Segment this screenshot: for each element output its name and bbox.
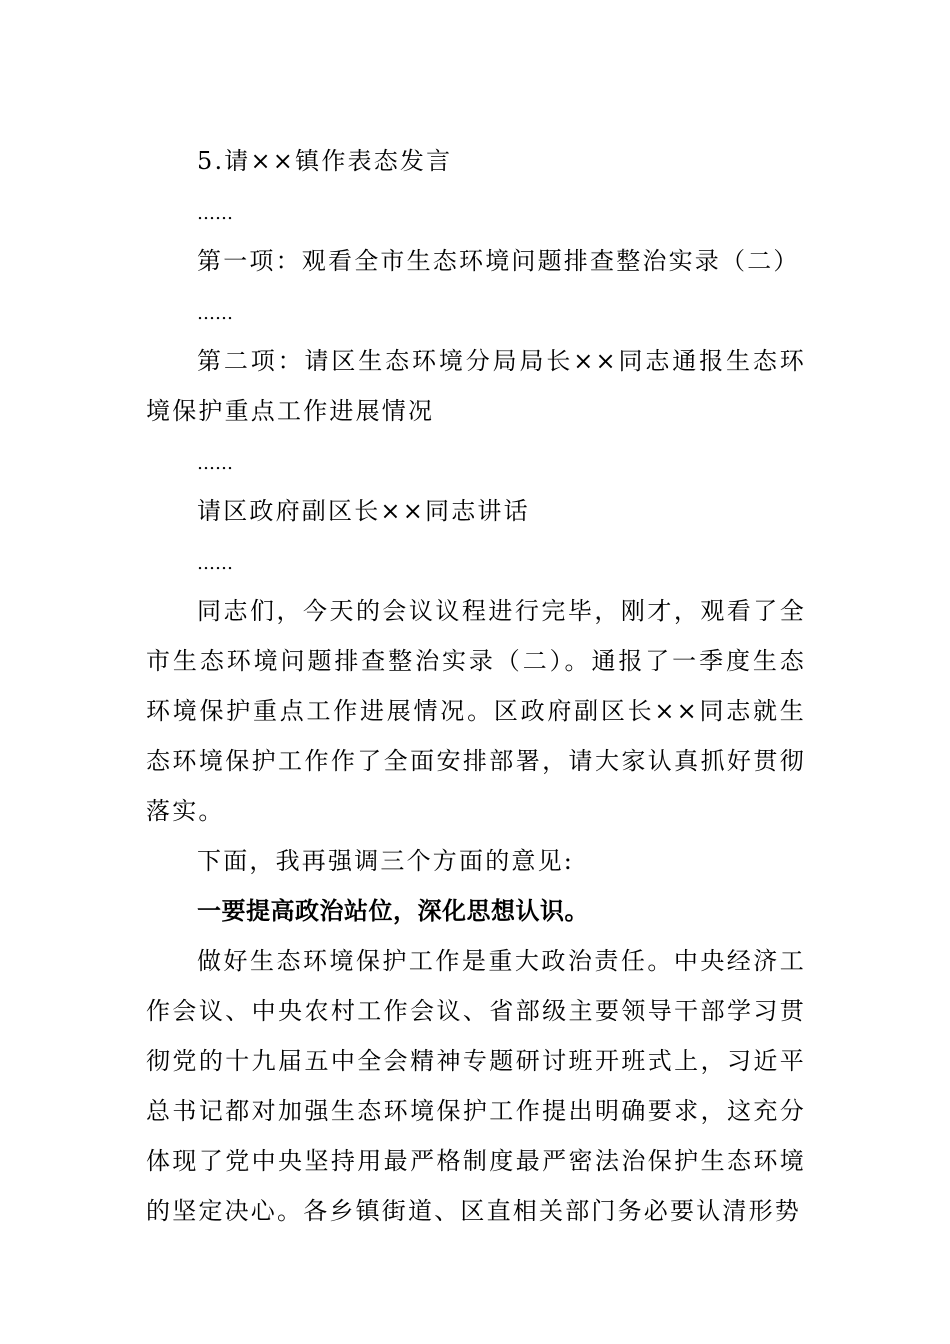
- section-heading-1: 一要提高政治站位，深化思想认识。: [197, 897, 589, 925]
- ellipsis-text: ……: [197, 303, 233, 324]
- ellipsis: [146, 186, 806, 236]
- ellipsis-text: ……: [197, 453, 233, 474]
- agenda-item-5: 5.请××镇作表态发言: [197, 147, 453, 175]
- body-paragraph-1: 做好生态环境保护工作是重大政治责任。中央经济工作会议、中央农村工作会议、省部级主要领导干部学习贯彻党的十九届五中全会精神专题研讨班开班式上，习近平总书记都对加强生态环境保护工作提出明确要求，这充分体现了党中央坚持用最严格制度最严密法治保护生态环境的坚定决心。各乡镇街道、区直相关部门务必要认清形势: [146, 947, 806, 1225]
- document-page: [146, 136, 806, 1236]
- summary-paragraph: 同志们，今天的会议议程进行完毕，刚才，观看了全市生态环境问题排查整治实录（二）。通报了一季度生态环境保护重点工作进展情况。区政府副区长××同志就生态环境保护工作作了全面安排部署，请大家认真抓好贯彻落实。: [146, 597, 806, 825]
- agenda-item-first: 第一项：观看全市生态环境问题排查整治实录（二）: [197, 247, 800, 275]
- intro-line: 下面，我再强调三个方面的意见:: [197, 847, 575, 875]
- speech-request: 请区政府副区长××同志讲话: [197, 497, 530, 525]
- ellipsis: [146, 536, 806, 586]
- ellipsis: [146, 286, 806, 336]
- ellipsis-text: ……: [197, 203, 233, 224]
- ellipsis: [146, 436, 806, 486]
- agenda-item-second: 第二项：请区生态环境分局局长××同志通报生态环境保护重点工作进展情况: [146, 347, 806, 425]
- ellipsis-text: ……: [197, 553, 233, 574]
